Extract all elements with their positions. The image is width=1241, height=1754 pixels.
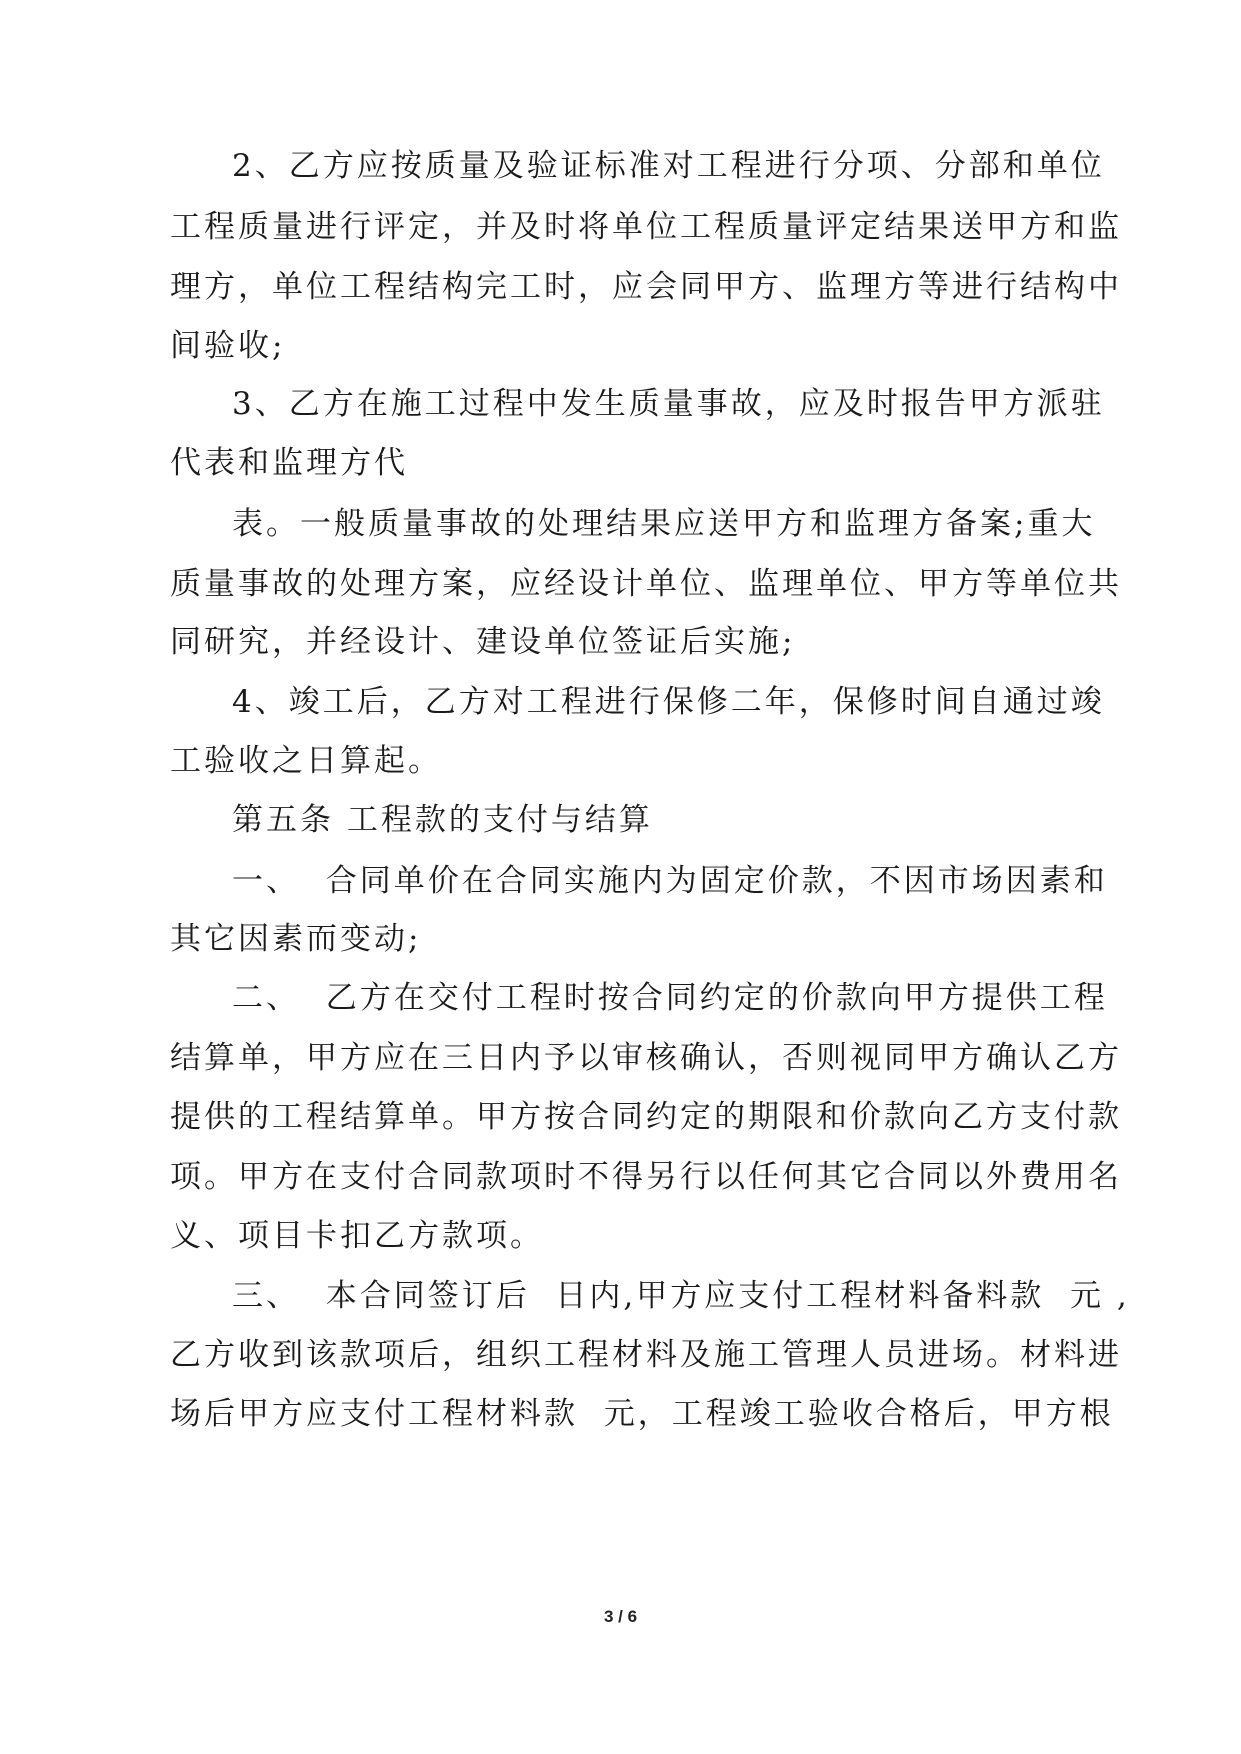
section-heading: 第五条 工程款的支付与结算 — [232, 802, 653, 838]
text-line: 工程质量进行评定，并及时将单位工程质量评定结果送甲方和监 — [170, 209, 1122, 245]
text-line: 场后甲方应支付工程材料款 元，工程竣工验收合格后，甲方根 — [170, 1396, 1114, 1432]
text-line: 质量事故的处理方案，应经设计单位、监理单位、甲方等单位共 — [170, 566, 1122, 602]
text-line: 代表和监理方代 — [170, 445, 408, 481]
text-line: 其它因素而变动; — [170, 921, 422, 957]
text-line: 间验收; — [170, 328, 286, 364]
text-line: 理方，单位工程结构完工时，应会同甲方、监理方等进行结构中 — [170, 269, 1122, 305]
text-line: 同研究，并经设计、建设单位签证后实施; — [170, 624, 796, 660]
text-line: 表。一般质量事故的处理结果应送甲方和监理方备案;重大 — [232, 506, 1096, 542]
text-line: 工验收之日算起。 — [170, 743, 442, 779]
text-line: 义、项目卡扣乙方款项。 — [170, 1218, 544, 1254]
text-line: 项。甲方在支付合同款项时不得另行以任何其它合同以外费用名 — [170, 1159, 1122, 1195]
text-line: 一、 合同单价在合同实施内为固定价款，不因市场因素和 — [232, 863, 1108, 899]
text-line: 提供的工程结算单。甲方按合同约定的期限和价款向乙方支付款 — [170, 1099, 1122, 1135]
text-line: 乙方收到该款项后，组织工程材料及施工管理人员进场。材料进 — [170, 1337, 1122, 1373]
text-line: 2、乙方应按质量及验证标准对工程进行分项、分部和单位 — [232, 148, 1105, 184]
text-line: 三、 本合同签订后 日内,甲方应支付工程材料备料款 元 , — [232, 1278, 1130, 1314]
text-line: 结算单，甲方应在三日内予以审核确认，否则视同甲方确认乙方 — [170, 1040, 1122, 1076]
text-line: 3、乙方在施工过程中发生质量事故，应及时报告甲方派驻 — [232, 386, 1105, 422]
text-line: 二、 乙方在交付工程时按合同约定的价款向甲方提供工程 — [232, 980, 1108, 1016]
page-number: 3 / 6 — [603, 1607, 638, 1626]
text-line: 4、竣工后，乙方对工程进行保修二年，保修时间自通过竣 — [232, 684, 1105, 720]
